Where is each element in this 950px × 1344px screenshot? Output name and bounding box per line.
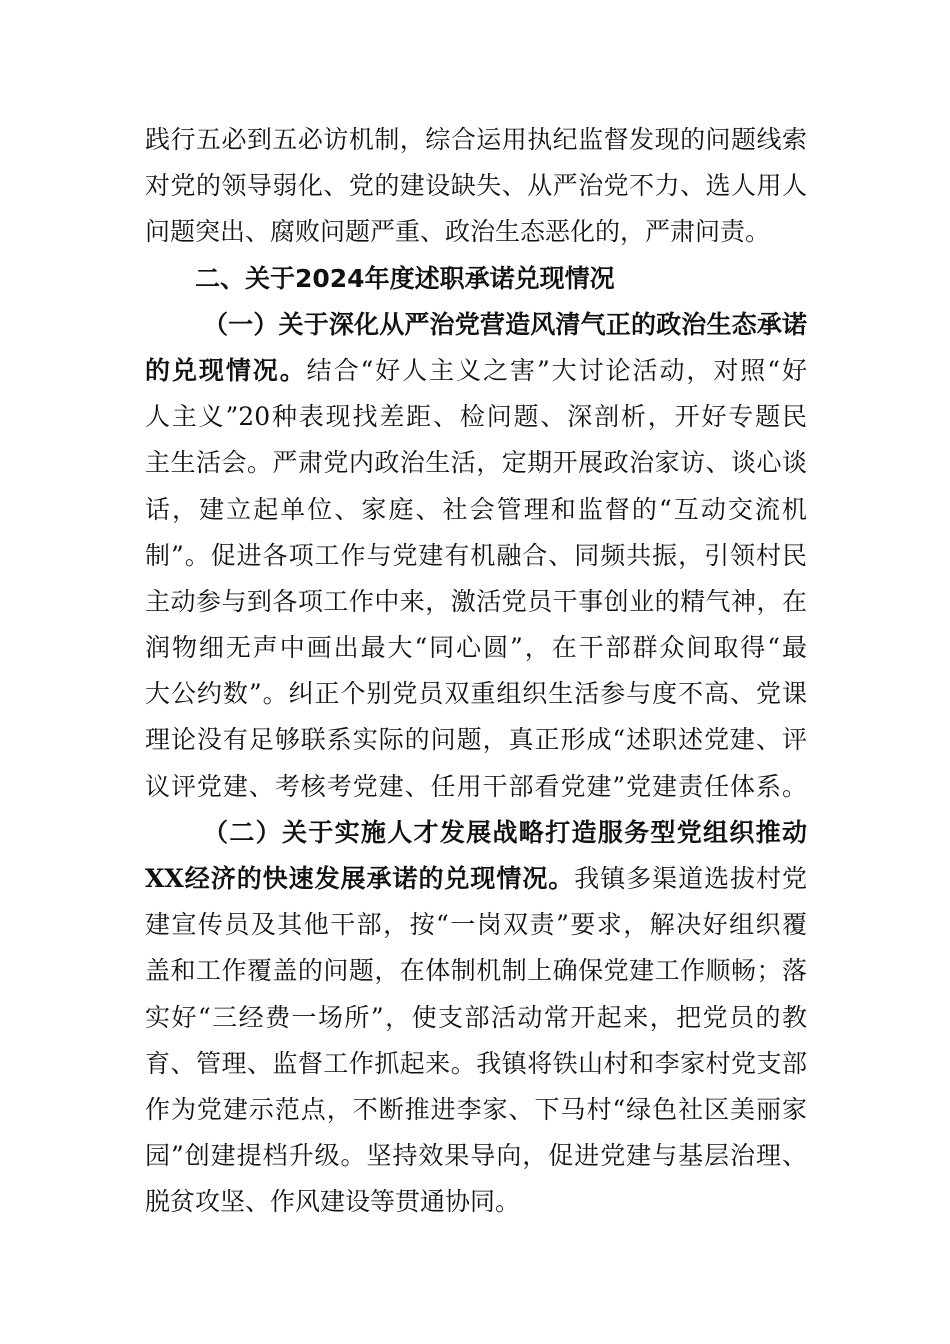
body-line xyxy=(145,348,807,394)
body-line: 建宣传员及其他干部，按“一岗双责”要求，解决好组织覆 xyxy=(145,910,807,940)
body-line: 主动参与到各项工作中来，激活党员干事创业的精气神，在 xyxy=(145,586,807,616)
body-line: 问题突出、腐败问题严重、政治生态恶化的，严肃问责。 xyxy=(145,217,771,247)
subsection-title-text: （一）关于深化从严治党营造风清气正的政治生态承诺 xyxy=(203,309,807,339)
subsection-title-text: XX经济的快速发展承诺的兑现情况。 xyxy=(145,864,575,893)
body-line: 话，建立起单位、家庭、社会管理和监督的“互动交流机 xyxy=(145,494,807,524)
body-line: 制”。促进各项工作与党建有机融合、同频共振，引领村民 xyxy=(145,540,807,570)
subsection-title xyxy=(145,302,807,348)
subsection-title-text: （二）关于实施人才发展战略打造服务型党组织推动 xyxy=(203,817,807,847)
body-line: 人主义”20种表现找差距、检问题、深剖析，开好专题民 xyxy=(145,402,807,432)
body-line: 作为党建示范点，不断推进李家、下马村“绿色社区美丽家 xyxy=(145,1094,807,1124)
body-text: 结合“好人主义之害”大讨论活动，对照“好 xyxy=(306,355,807,385)
section-heading: 二、关于2024年度述职承诺兑现情况 xyxy=(195,263,615,293)
body-line: 脱贫攻坚、作风建设等贯通协同。 xyxy=(145,1187,521,1217)
body-line: 盖和工作覆盖的问题，在体制机制上确保党建工作顺畅；落 xyxy=(145,956,807,986)
body-line: 园”创建提档升级。坚持效果导向，促进党建与基层治理、 xyxy=(145,1141,807,1171)
body-line: 主生活会。严肃党内政治生活，定期开展政治家访、谈心谈 xyxy=(145,448,807,478)
subsection-title xyxy=(145,810,807,856)
body-line xyxy=(145,856,807,902)
body-line: 育、管理、监督工作抓起来。我镇将铁山村和李家村党支部 xyxy=(145,1048,807,1078)
document-page xyxy=(145,117,807,1226)
body-line: 践行五必到五必访机制，综合运用执纪监督发现的问题线索 xyxy=(145,125,807,154)
body-line: 润物细无声中画出最大“同心圆”，在干部群众间取得“最 xyxy=(145,633,807,663)
body-line: 理论没有足够联系实际的问题，真正形成“述职述党建、评 xyxy=(145,725,807,755)
body-text: 我镇多渠道选拔村党 xyxy=(574,864,807,893)
body-line: 实好“三经费一场所”，使支部活动常开起来，把党员的教 xyxy=(145,1002,807,1032)
body-line: 议评党建、考核考党建、任用干部看党建”党建责任体系。 xyxy=(145,771,807,801)
body-line: 大公约数”。纠正个别党员双重组织生活参与度不高、党课 xyxy=(145,679,807,709)
subsection-title-text: 的兑现情况。 xyxy=(145,355,307,385)
body-line: 对党的领导弱化、党的建设缺失、从严治党不力、选人用人 xyxy=(145,171,807,201)
